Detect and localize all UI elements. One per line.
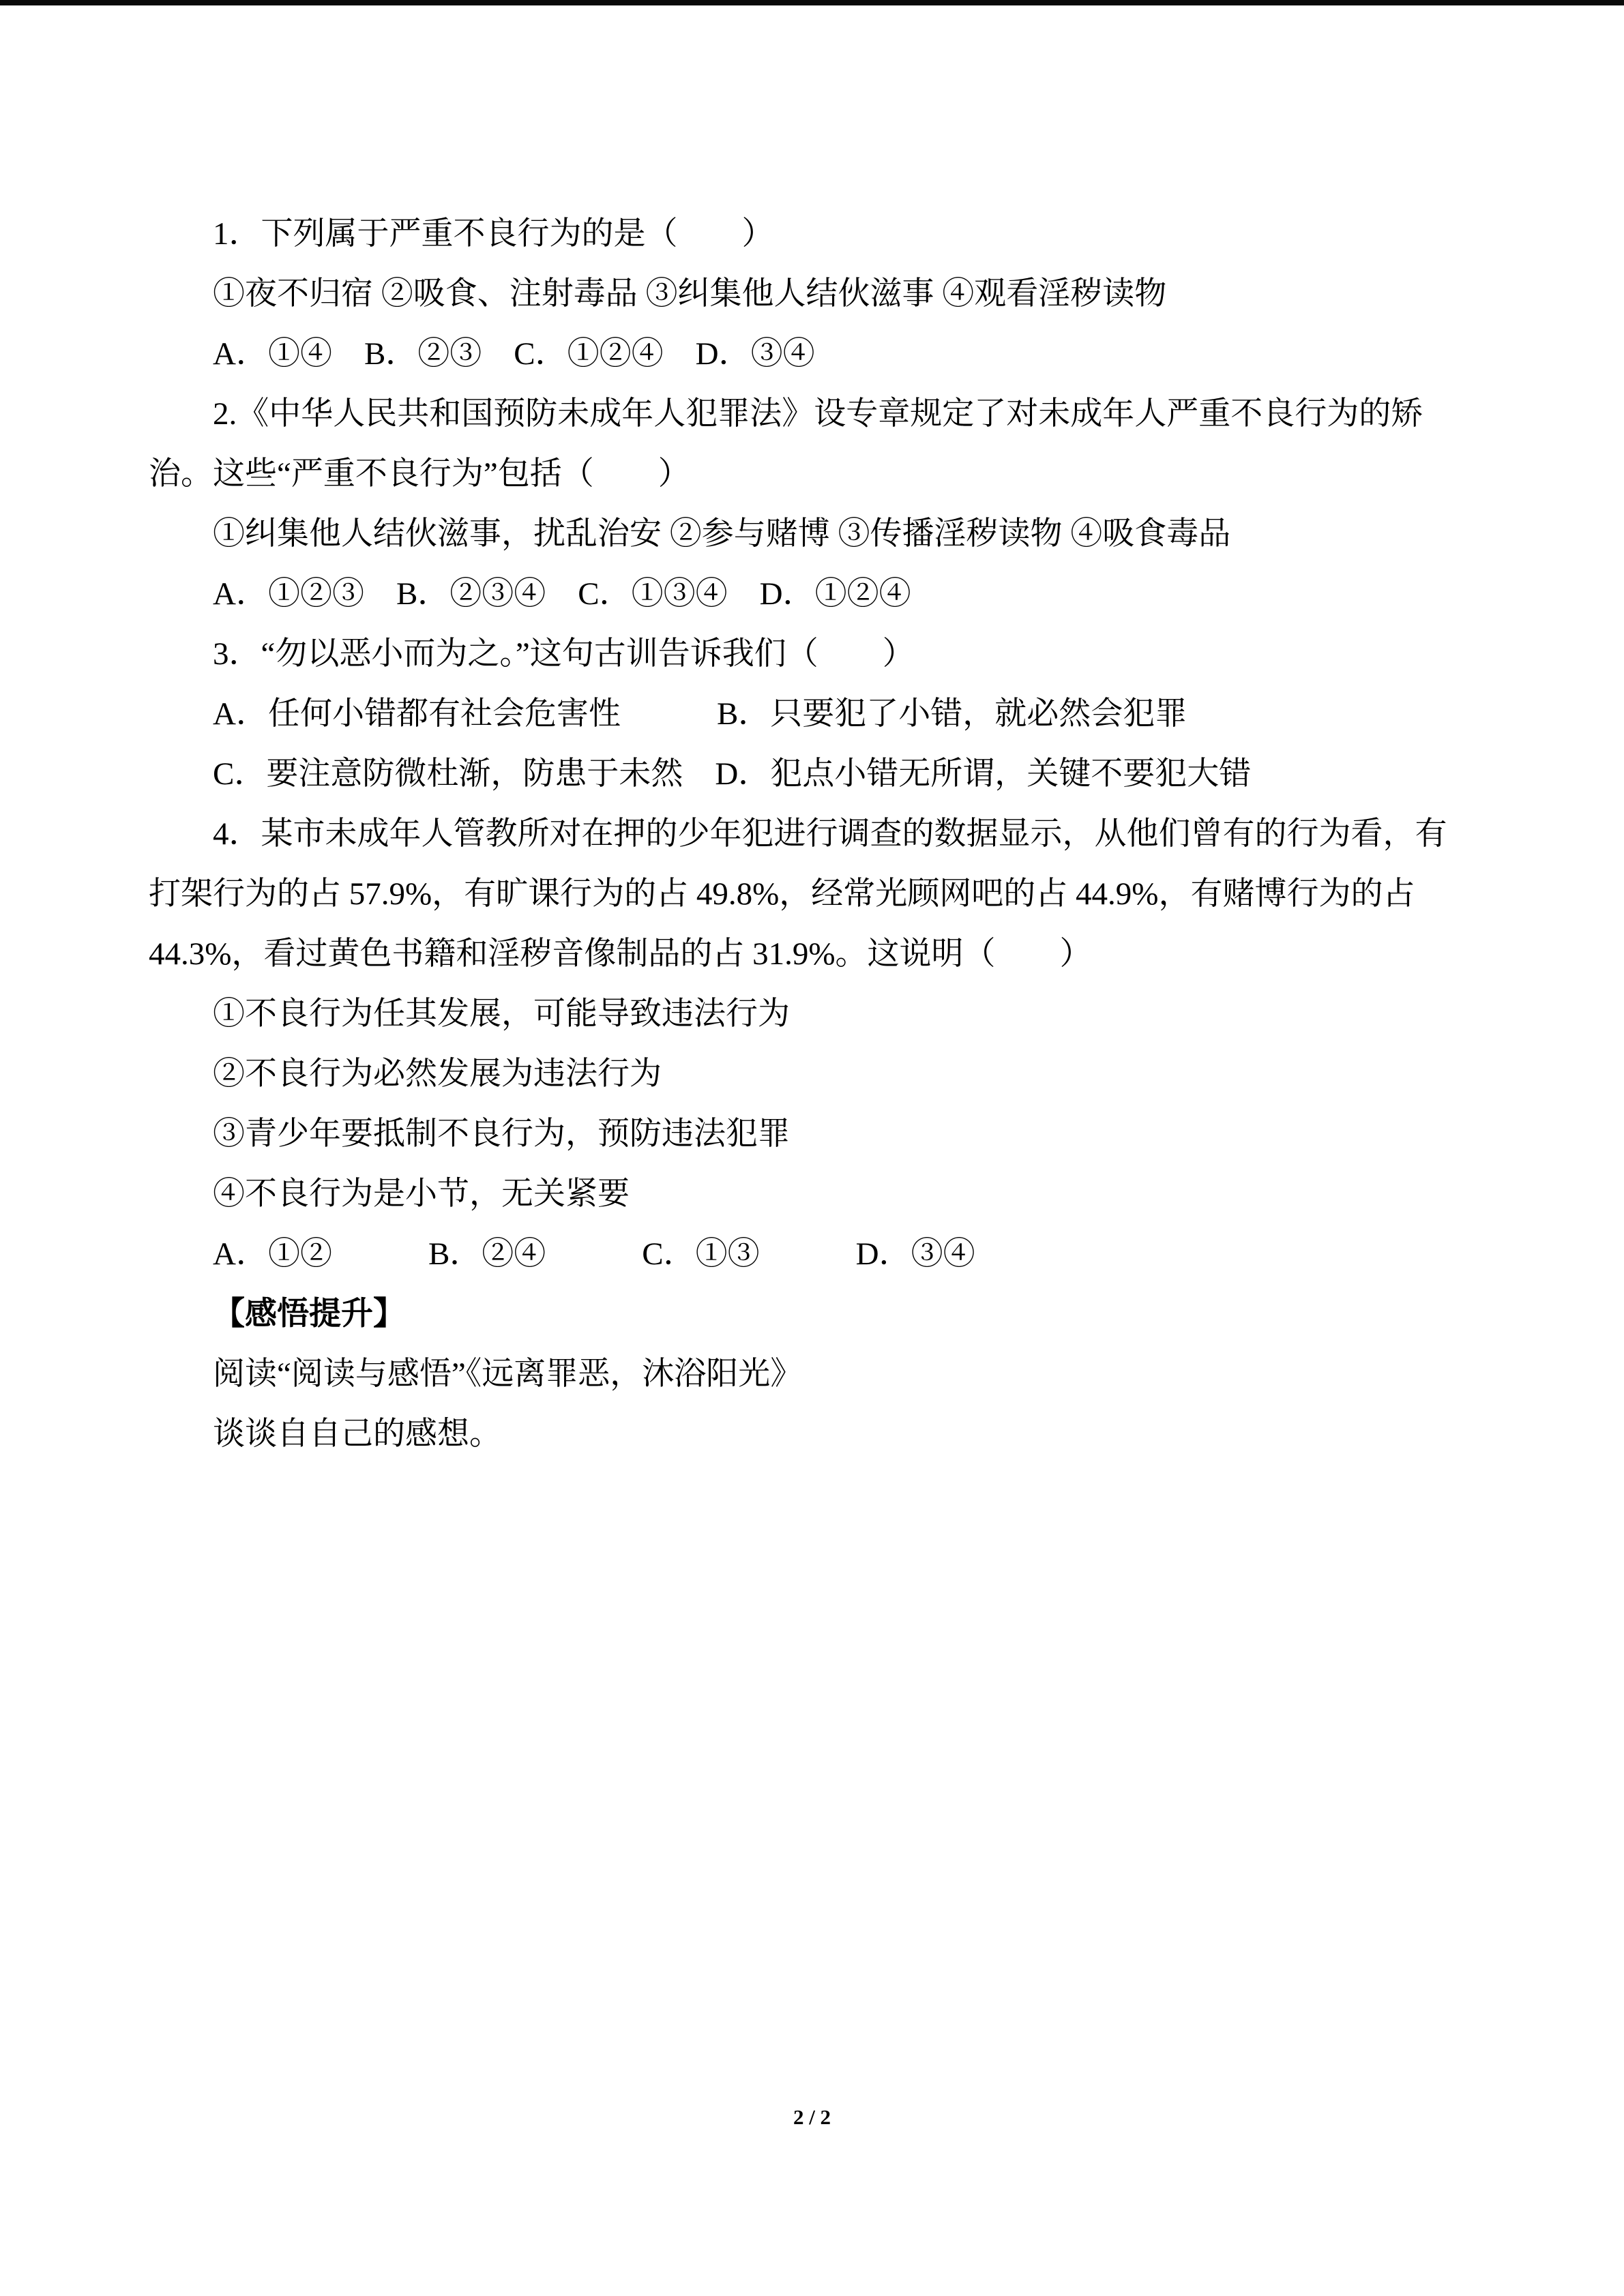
- question-4-item-3: ③青少年要抵制不良行为，预防违法犯罪: [213, 1116, 790, 1152]
- question-4-item-4: ④不良行为是小节，无关紧要: [213, 1176, 630, 1212]
- question-4-stem-line-2: 打架行为的占 57.9%，有旷课行为的占 49.8%，经常光顾网吧的占 44.9%，有赌博行为的占: [149, 876, 1415, 912]
- question-1-stem: 1．下列属于严重不良行为的是（ ）: [213, 216, 774, 252]
- question-2-stem-line-2: 治。这些“严重不良行为”包括（ ）: [149, 456, 690, 492]
- question-4-stem-line-1: 4．某市未成年人管教所对在押的少年犯进行调查的数据显示，从他们曾有的行为看，有: [213, 816, 1447, 852]
- page-number: 2 / 2: [793, 2105, 831, 2129]
- question-3-stem: 3．“勿以恶小而为之。”这句古训告诉我们（ ）: [213, 636, 915, 672]
- question-2-items: ①纠集他人结伙滋事，扰乱治安 ②参与赌博 ③传播淫秽读物 ④吸食毒品: [213, 516, 1231, 552]
- top-border-bar: [0, 0, 1624, 5]
- question-1-choices: A．①④ B．②③ C．①②④ D．③④: [213, 336, 815, 372]
- page-footer: [0, 2105, 1624, 2130]
- question-4-item-1: ①不良行为任其发展，可能导致违法行为: [213, 996, 790, 1032]
- reading-task-line-1: 阅读“阅读与感悟”《远离罪恶，沐浴阳光》: [213, 1356, 803, 1392]
- question-2-stem-line-1: 2.《中华人民共和国预防未成年人犯罪法》设专章规定了对未成年人严重不良行为的矫: [213, 396, 1423, 432]
- question-4-item-2: ②不良行为必然发展为违法行为: [213, 1056, 662, 1092]
- question-4-stem-line-3: 44.3%，看过黄色书籍和淫秽音像制品的占 31.9%。这说明（ ）: [149, 936, 1092, 972]
- section-heading: 【感悟提升】: [213, 1296, 405, 1332]
- question-4-choices: A．①② B．②④ C．①③ D．③④: [213, 1236, 975, 1272]
- question-3-choices-cd: C．要注意防微杜渐，防患于未然 D．犯点小错无所谓，关键不要犯大错: [213, 756, 1252, 792]
- question-3-choices-ab: A．任何小错都有社会危害性 B．只要犯了小错，就必然会犯罪: [213, 696, 1187, 732]
- worksheet-body: [149, 204, 1465, 1464]
- question-2-choices: A．①②③ B．②③④ C．①③④ D．①②④: [213, 576, 911, 612]
- question-1-items: ①夜不归宿 ②吸食、注射毒品 ③纠集他人结伙滋事 ④观看淫秽读物: [213, 276, 1167, 312]
- reading-task-line-2: 谈谈自自己的感想。: [213, 1416, 501, 1452]
